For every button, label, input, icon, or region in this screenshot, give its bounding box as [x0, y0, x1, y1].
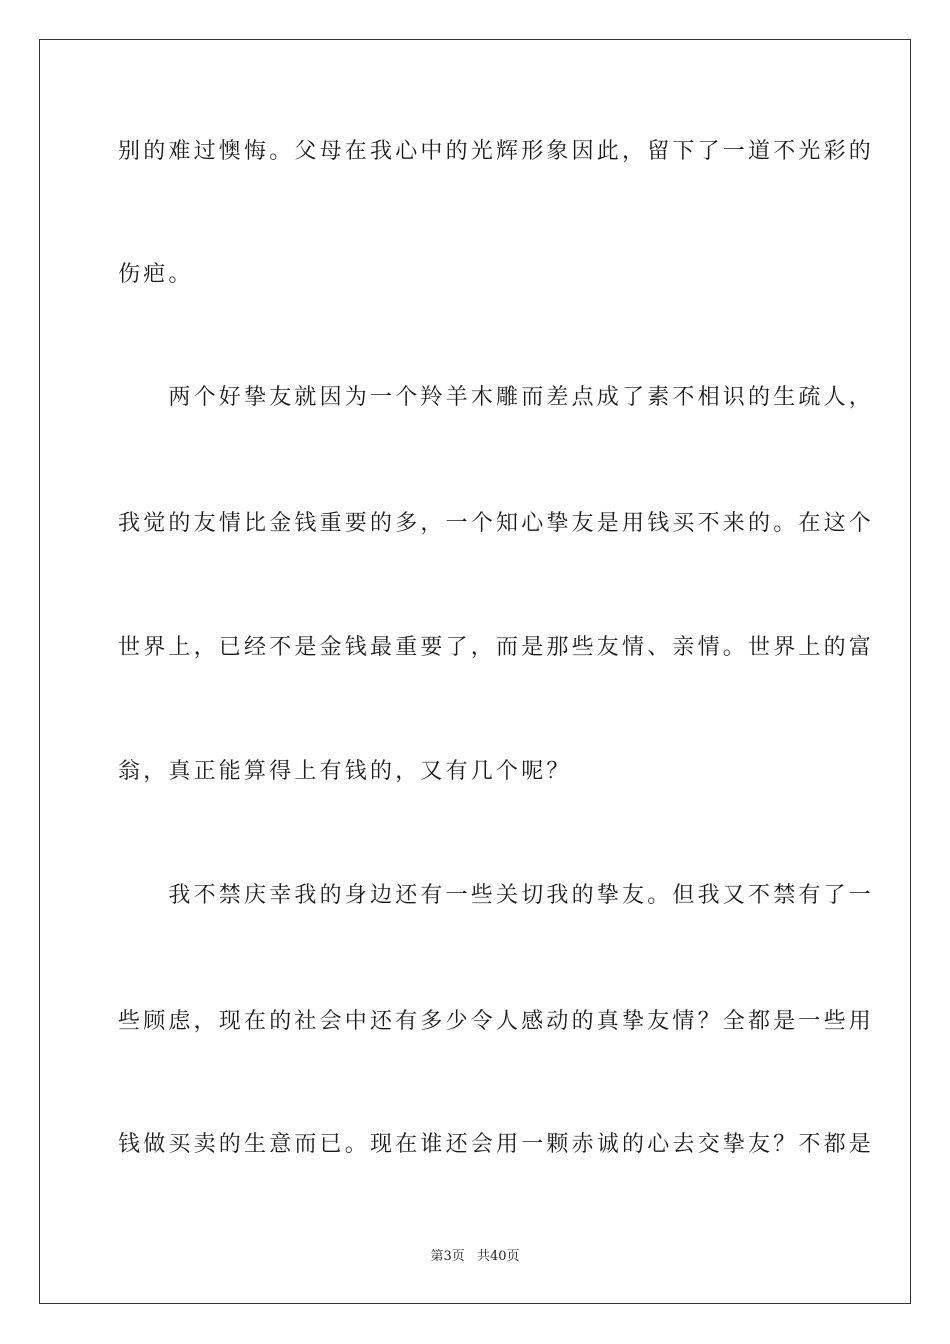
text-line: 两个好挚友就因为一个羚羊木雕而差点成了素不相识的生疏人， [118, 385, 875, 410]
text-line: 我不禁庆幸我的身边还有一些关切我的挚友。但我又不禁有了一 [118, 883, 875, 908]
page-footer [0, 1245, 950, 1264]
page-number: 第3页 [430, 1249, 465, 1264]
text-line: 些顾虑，现在的社会中还有多少令人感动的真挚友情？全都是一些用 [118, 1009, 875, 1034]
text-line: 世界上，已经不是金钱最重要了，而是那些友情、亲情。世界上的富 [118, 635, 875, 660]
text-line: 翁，真正能算得上有钱的，又有几个呢？ [118, 759, 572, 784]
text-line: 我觉的友情比金钱重要的多，一个知心挚友是用钱买不来的。在这个 [118, 511, 875, 536]
text-line: 别的难过懊悔。父母在我心中的光辉形象因此，留下了一道不光彩的 [118, 139, 875, 164]
total-pages: 共40页 [476, 1249, 520, 1264]
text-line: 钱做买卖的生意而已。现在谁还会用一颗赤诚的心去交挚友？不都是 [118, 1132, 875, 1157]
text-line: 伤疤。 [118, 262, 194, 287]
page-border [39, 39, 911, 1304]
